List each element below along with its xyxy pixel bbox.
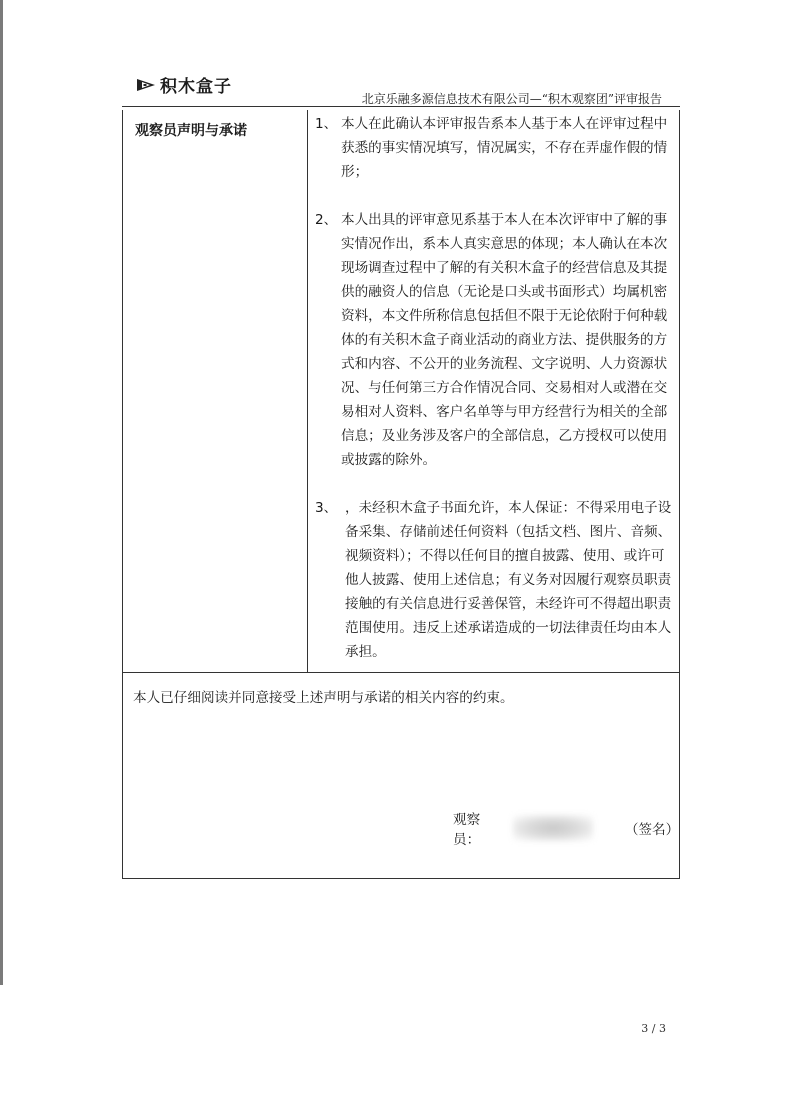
signature-row	[453, 808, 679, 848]
logo	[136, 72, 232, 97]
clause-text: ，未经积木盒子书面允许，本人保证：不得采用电子设备采集、存储前述任何资料（包括文档、图片、音频、视频资料）；不得以任何目的擅自披露、使用、或许可他人披露、使用上述信息；有义务对因履行观察员职责接触的有关信息进行妥善保管，未经许可不得超出职责范围使用。违反上述承诺造成的一切法律责任均由本人承担。	[345, 500, 672, 660]
scan-edge	[0, 0, 3, 985]
declaration-row	[123, 110, 679, 673]
clause-list	[315, 112, 675, 688]
logo-icon	[136, 77, 156, 93]
agreement-statement: 本人已仔细阅读并同意接受上述声明与承诺的相关内容的约束。	[133, 690, 514, 706]
page-number: 3 / 3	[641, 1022, 666, 1035]
logo-text: 积木盒子	[160, 77, 232, 97]
clause-number: 3、	[315, 500, 338, 516]
report-header: 北京乐融多源信息技术有限公司—“积木观察团”评审报告	[361, 92, 662, 106]
clause-number: 1、	[315, 116, 338, 132]
signature-label: 观察员：	[453, 812, 481, 848]
clause-number: 2、	[315, 212, 338, 228]
clause-text: 本人在此确认本评审报告系本人基于本人在评审过程中获悉的事实情况填写，情况属实，不存在弄虚作假的情形；	[341, 116, 668, 180]
signature-redacted	[513, 815, 593, 841]
clause-item	[315, 112, 675, 184]
declaration-form	[122, 110, 680, 879]
column-divider	[307, 110, 308, 672]
clause-item	[315, 208, 675, 472]
header-rule	[122, 106, 680, 107]
section-label: 观察员声明与承诺	[135, 123, 247, 139]
signature-suffix: （签名）	[624, 822, 680, 838]
clause-item	[315, 496, 675, 664]
clause-text: 本人出具的评审意见系基于本人在本次评审中了解的事实情况作出，系本人真实意思的体现；本人确认在本次现场调查过程中了解的有关积木盒子的经营信息及其提供的融资人的信息（无论是口头或书面形式）均属机密资料，本文件所称信息包括但不限于无论依附于何种载体的有关积木盒子商业活动的商业方法、提供服务的方式和内容、不公开的业务流程、文字说明、人力资源状况、与任何第三方合作情况合同、交易相对人或潜在交易相对人资料、客户名单等与甲方经营行为相关的全部信息；及业务涉及客户的全部信息，乙方授权可以使用或披露的除外。	[341, 212, 668, 468]
